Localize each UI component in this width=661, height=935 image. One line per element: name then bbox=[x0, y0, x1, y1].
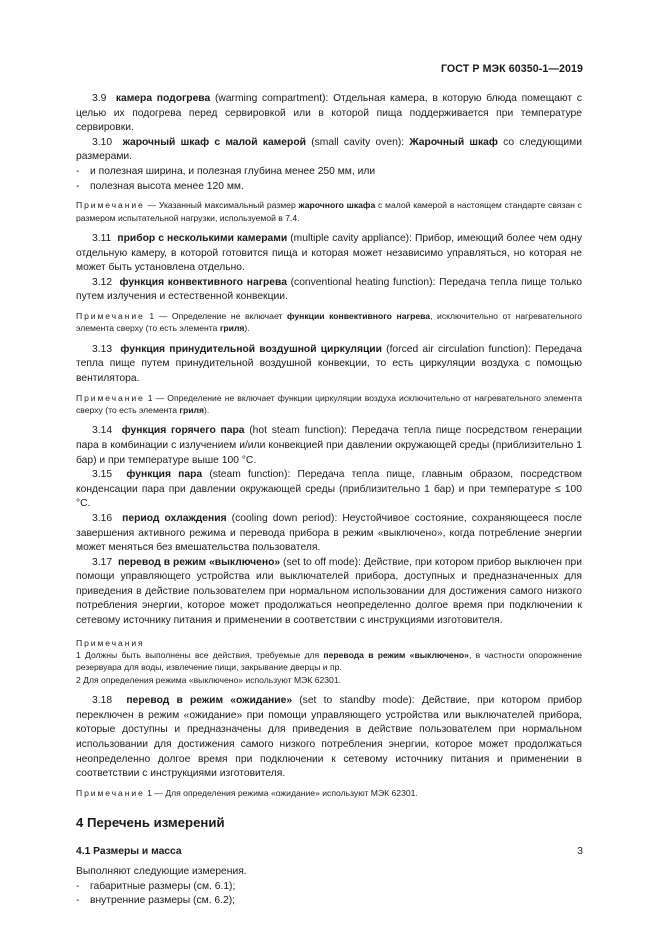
term: камера подогрева bbox=[115, 93, 211, 104]
page-content bbox=[76, 92, 582, 909]
note-3-17-2: 2 Для определения режима «выключено» используют МЭК 62301. bbox=[76, 674, 341, 685]
note-label: Примечание bbox=[76, 392, 145, 403]
clause-3-17 bbox=[76, 556, 582, 629]
clause-number: 3.18 bbox=[92, 695, 113, 707]
list-dash: - bbox=[76, 895, 80, 907]
definition-text: (conventional heating function): Передача тепла пище только путем излучения и естественной конвекции. bbox=[76, 276, 583, 303]
definition-text: (hot steam function): Передача тепла пище посредством генерации пара в комбинации с излучением и/или конвекцией при давлении окружающей среды (приблизительно 1 бар) и при температуре выше 100 °С. bbox=[76, 425, 582, 466]
clause-number: 3.16 bbox=[92, 512, 113, 524]
term: функция пара bbox=[126, 469, 203, 481]
note-label: Примечание bbox=[76, 200, 145, 211]
term: жарочный шкаф с малой камерой bbox=[122, 136, 306, 148]
clause-number: 3.17 bbox=[92, 556, 113, 568]
term: функция конвективного нагрева bbox=[119, 276, 287, 288]
note-3-13: Примечание 1 — Определение не включает функции циркуляции воздуха исключительно от нагревательного элемента сверху (то есть элемента гриля). bbox=[76, 392, 582, 415]
clause-3-14 bbox=[76, 424, 582, 468]
definition-text: (small cavity oven): bbox=[305, 136, 410, 148]
list-item: - полезная высота менее 120 мм. bbox=[76, 180, 582, 195]
clause-3-18 bbox=[76, 694, 582, 782]
definition-text: (multiple cavity appliance): Прибор, имеющий более чем одну отдельную камеру, в которой готовится пища и которая может независимо управляться, но которая не может быть установлена отдельно. bbox=[76, 232, 582, 274]
list-dash: - bbox=[76, 880, 80, 892]
definition-text: (set to standby mode): Действие, при котором прибор переключен в режим «ожидание» при помощи управляющего устройства или выключателей прибора, которые доступны и предназначены для приведения в действие пользователем при нормальном использовании для достижения самого низкого потребления энергии, которое может продолжаться неопределенно долгое время при подключении к сетевому источнику питания и применении в соответствии с инструкциями изготовителя. bbox=[76, 695, 582, 780]
definition-text: (steam function): Передача тепла пище, главным образом, посредством конденсации пара при давлении окружающей среды (приблизительно 1 бар) и при температуре ≤ 100 °С. bbox=[76, 469, 582, 510]
clause-3-16 bbox=[76, 512, 582, 556]
list-item: - и полезная ширина, и полезная глубина менее 250 мм, или bbox=[76, 165, 582, 180]
notes-heading bbox=[76, 637, 582, 649]
document-code-header: ГОСТ Р МЭК 60350-1—2019 bbox=[440, 63, 583, 75]
term: перевод в режим «ожидание» bbox=[126, 695, 293, 707]
clause-number: 3.11 bbox=[92, 232, 112, 244]
clause-3-13 bbox=[76, 343, 582, 387]
note-label: Примечание bbox=[76, 787, 145, 798]
note-3-17-1: 1 Должны быть выполнены все действия, требуемые для перевода в режим «выключено», в частности опорожнение резервуара для воды, извлечение пищи, закрывание дверцы и пр. bbox=[76, 650, 582, 673]
clause-number: 3.13 bbox=[92, 343, 113, 355]
page-number: 3 bbox=[577, 846, 583, 857]
note-label: Примечание bbox=[76, 310, 145, 321]
list-dash: - bbox=[76, 180, 80, 192]
note-3-18: Примечание 1 — Для определения режима «ожидание» используют МЭК 62301. bbox=[76, 787, 418, 798]
clause-number: 3.9 bbox=[92, 93, 107, 104]
clause-number: 3.14 bbox=[92, 425, 113, 437]
definition-text: со следующими размерами. bbox=[76, 136, 582, 163]
note-3-12: Примечание 1 — Определение не включает функции конвективного нагрева, исключительно от нагревательного элемента сверху (то есть элемента гриля). bbox=[76, 310, 582, 334]
note-3-10: Примечание — Указанный максимальный размер жарочного шкафа с малой камерой в настоящем стандарте связан с размером испытательной нагрузки, используемой в 7.4. bbox=[76, 200, 582, 223]
subsection-4-1-heading: 4.1 Размеры и масса bbox=[76, 846, 182, 858]
note-label: Примечания bbox=[76, 637, 145, 648]
clause-number: 3.12 bbox=[92, 276, 113, 288]
definition-text: (forced air circulation function): Передача тепла пище путем принудительной воздушной конвекции, то есть циркуляции воздуха с помощью вентилятора. bbox=[76, 343, 582, 384]
term: функция горячего пара bbox=[121, 425, 245, 437]
measurements-intro: Выполняют следующие измерения. bbox=[76, 866, 247, 878]
definition-text: (cooling down period): Неустойчивое состояние, сохраняющееся после завершения активного режима и перевода прибора в режим «выключено», когда потребление энергии может меняться без вмешательства пользователя. bbox=[76, 512, 582, 554]
section-4-heading: 4 Перечень измерений bbox=[76, 815, 225, 831]
clause-3-12 bbox=[76, 276, 582, 305]
clause-number: 3.15 bbox=[92, 469, 113, 481]
clause-3-10 bbox=[76, 136, 582, 165]
term: перевод в режим «выключено» bbox=[117, 556, 281, 568]
term: прибор с несколькими камерами bbox=[117, 232, 288, 244]
list-item: - габаритные размеры (см. 6.1); bbox=[76, 880, 582, 895]
clause-3-15 bbox=[76, 468, 582, 512]
clause-3-11 bbox=[76, 232, 582, 276]
term: функция принудительной воздушной циркуляции bbox=[120, 343, 382, 355]
list-dash: - bbox=[76, 165, 80, 177]
term: Жарочный шкаф bbox=[409, 136, 498, 148]
list-item: - внутренние размеры (см. 6.2); bbox=[76, 894, 582, 909]
definition-text: (set to off mode): Действие, при котором прибор выключен при помощи управляющего устройства или выключателей прибора, доступных и предназначенных для приведения в действие пользователем при нормальном использовании для достижения самого низкого потребления энергии, которое может продолжаться неопределенно долгое время при подключении к сетевому источнику питания и применении в соответствии с инструкциями изготовителя. bbox=[76, 556, 582, 627]
term: период охлаждения bbox=[122, 512, 227, 524]
definition-text: (warming compartment): Отдельная камера, в которую блюда помещают с целью их подогрева перед сервировкой или в которой пища поддерживается при температуре сервировки. bbox=[76, 93, 583, 134]
clause-number: 3.10 bbox=[92, 136, 113, 148]
clause-3-9 bbox=[76, 92, 582, 136]
